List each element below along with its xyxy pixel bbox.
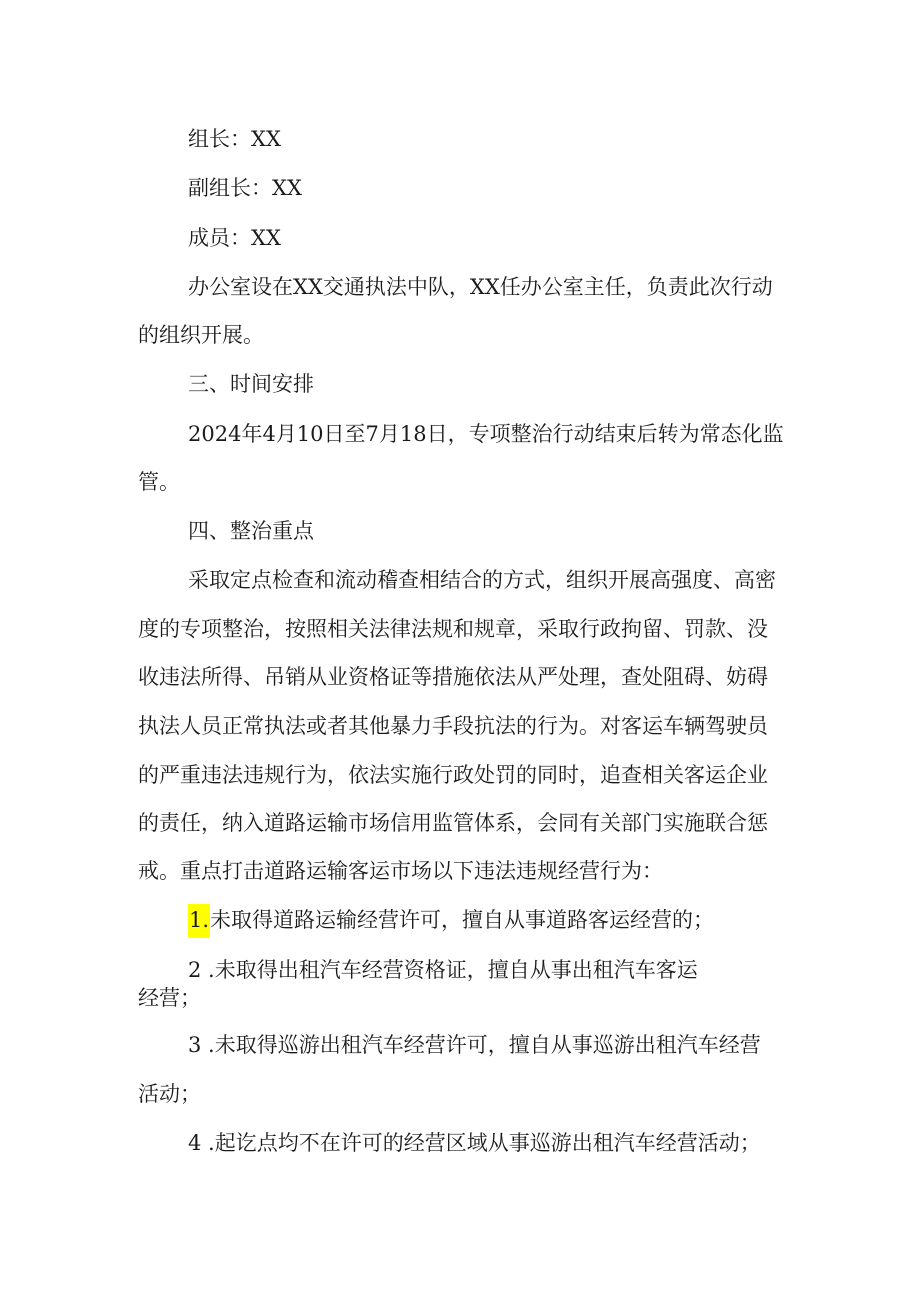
focus-line-4: 执法人员正常执法或者其他暴力手段抗法的行为。对客运车辆驾驶员	[138, 714, 768, 738]
members-line: 成员：XX	[188, 226, 281, 250]
focus-line-5: 的严重违法违规行为，依法实施行政处罚的同时，追查相关客运企业	[138, 763, 768, 787]
item-1-text: 未取得道路运输经营许可，擅自从事道路客运经营的；	[210, 908, 715, 932]
list-item-3-line-1: 3 .未取得巡游出租汽车经营许可，擅自从事巡游出租汽车经营	[188, 1033, 761, 1057]
schedule-line-1: 2024年4月10日至7月18日，专项整治行动结束后转为常态化监	[188, 422, 784, 446]
office-line-1: 办公室设在XX交通执法中队，XX任办公室主任，负责此次行动	[188, 275, 773, 299]
focus-line-2: 度的专项整治，按照相关法律法规和规章，采取行政拘留、罚款、没	[138, 617, 768, 641]
item-1-highlighted-number: 1.	[188, 904, 210, 938]
list-item-2-line-1: 2 .未取得出租汽车经营资格证，擅自从事出租汽车客运	[188, 958, 698, 982]
list-item-2-line-2: 经营；	[138, 986, 201, 1010]
office-line-2: 的组织开展。	[138, 323, 264, 347]
list-item-4-line-1: 4 .起讫点均不在许可的经营区域从事巡游出租汽车经营活动；	[188, 1131, 761, 1155]
focus-line-1: 采取定点检查和流动稽查相结合的方式，组织开展高强度、高密	[188, 568, 776, 592]
focus-line-6: 的责任，纳入道路运输市场信用监管体系，会同有关部门实施联合惩	[138, 811, 768, 835]
schedule-line-2: 管。	[138, 470, 180, 494]
section-3-heading: 三、时间安排	[188, 372, 314, 396]
focus-line-3: 收违法所得、吊销从业资格证等措施依法从严处理，查处阻碍、妨碍	[138, 665, 768, 689]
list-item-1	[188, 905, 714, 935]
section-4-heading: 四、整治重点	[188, 519, 314, 543]
focus-line-7: 戒。重点打击道路运输客运市场以下违法违规经营行为：	[138, 859, 663, 883]
leader-line: 组长：XX	[188, 127, 281, 151]
list-item-3-line-2: 活动；	[138, 1082, 201, 1106]
deputy-leader-line: 副组长：XX	[188, 176, 302, 200]
